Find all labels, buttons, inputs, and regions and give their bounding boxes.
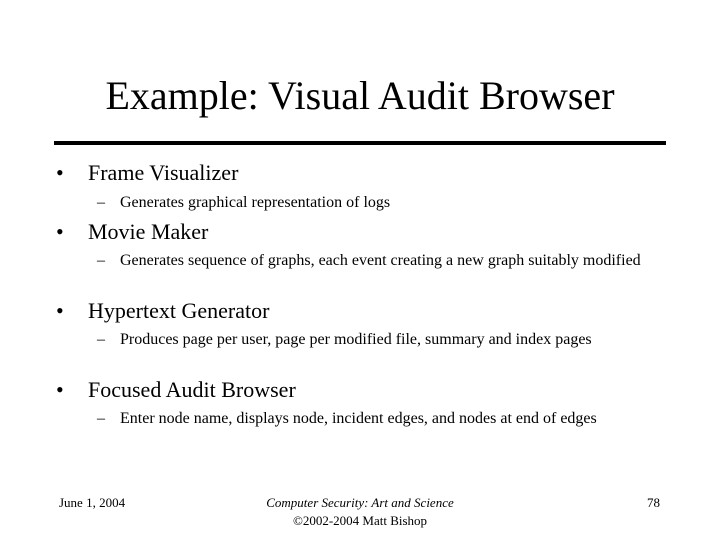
footer-date: June 1, 2004 bbox=[59, 495, 126, 510]
bullet-label: Focused Audit Browser bbox=[88, 377, 296, 402]
bullet-label: Hypertext Generator bbox=[88, 298, 270, 323]
sub-bullet-text: Enter node name, displays node, incident edges, and nodes at end of edges bbox=[120, 410, 597, 427]
sub-bullet-text: Generates graphical representation of logs bbox=[120, 194, 391, 211]
dash-glyph: – bbox=[97, 410, 105, 427]
dash-glyph: – bbox=[97, 252, 105, 269]
sub-bullet-frame-visualizer bbox=[97, 192, 677, 213]
dash-glyph: – bbox=[97, 194, 105, 211]
bullet-glyph: • bbox=[56, 160, 64, 185]
footer-course-info bbox=[210, 494, 510, 530]
bullet-glyph: • bbox=[56, 377, 64, 402]
footer-copyright: ©2002-2004 Matt Bishop bbox=[292, 513, 428, 528]
page-number: 78 bbox=[647, 495, 660, 510]
slide-title: Example: Visual Audit Browser bbox=[105, 73, 615, 118]
bullet-frame-visualizer bbox=[56, 160, 238, 186]
bullet-movie-maker bbox=[56, 219, 208, 245]
sub-bullet-movie-maker bbox=[97, 250, 677, 271]
sub-bullet-text: Produces page per user, page per modified file, summary and index pages bbox=[120, 331, 592, 348]
bullet-focused-audit-browser bbox=[56, 377, 296, 403]
bullet-glyph: • bbox=[56, 298, 64, 323]
sub-bullet-hypertext-generator bbox=[97, 329, 677, 350]
dash-glyph: – bbox=[97, 331, 105, 348]
sub-bullet-focused-audit-browser bbox=[97, 408, 677, 429]
bullet-hypertext-generator bbox=[56, 298, 269, 324]
bullet-label: Frame Visualizer bbox=[88, 160, 239, 185]
footer-course: Computer Security: Art and Science bbox=[266, 495, 454, 510]
sub-bullet-text: Generates sequence of graphs, each event creating a new graph suitably modified bbox=[120, 252, 641, 269]
bullet-glyph: • bbox=[56, 219, 64, 244]
bullet-label: Movie Maker bbox=[88, 219, 209, 244]
title-divider bbox=[54, 141, 666, 145]
